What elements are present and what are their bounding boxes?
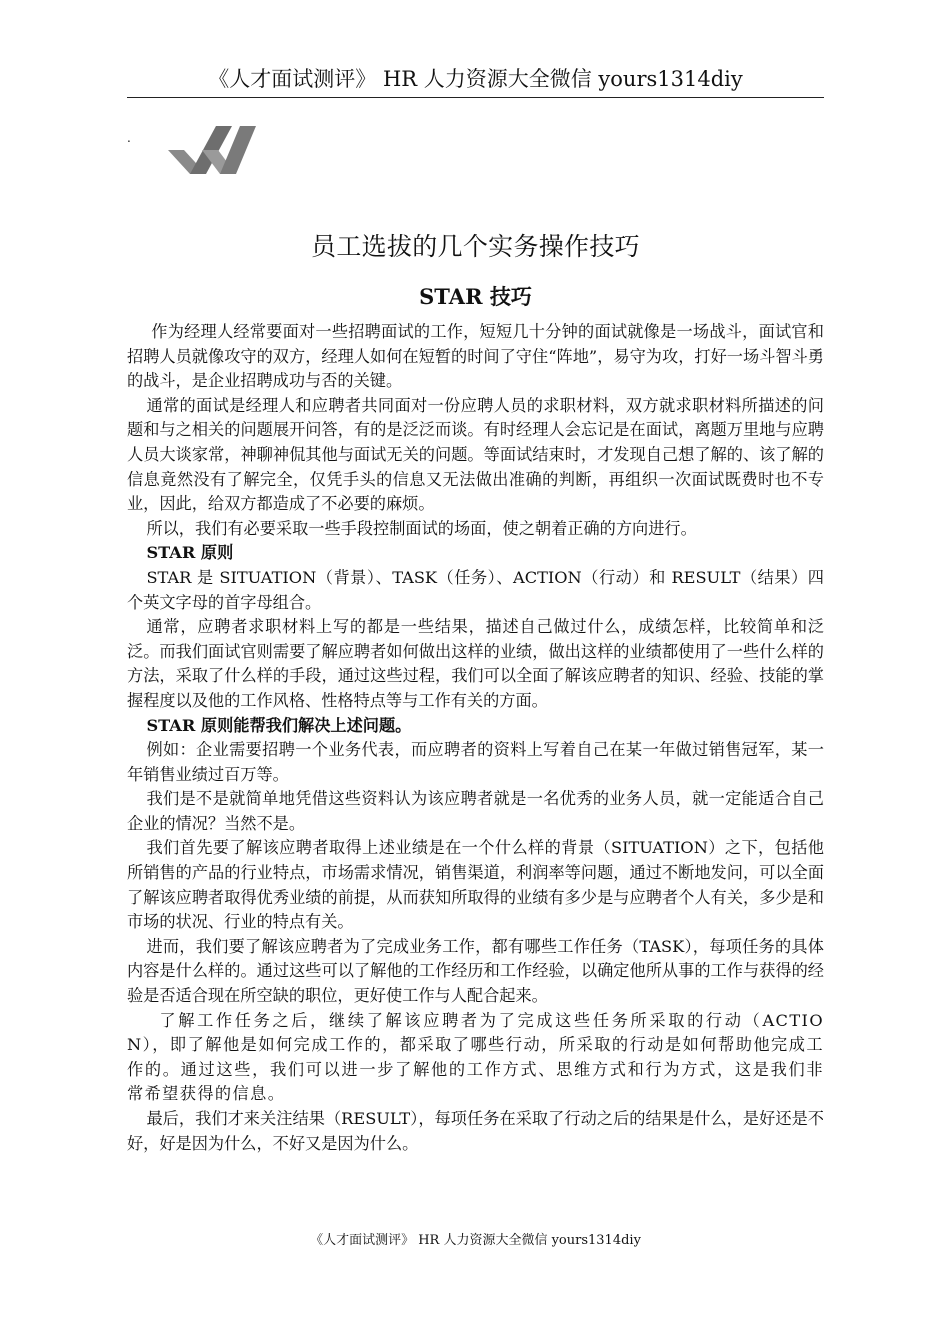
page-footer-text: 《人才面试测评》 HR 人力资源大全微信 yours1314diy: [310, 1233, 641, 1248]
section-heading-star-helps: STAR 原则能帮我们解决上述问题。: [146, 715, 412, 735]
paragraph-intro: 作为经理人经常要面对一些招聘面试的工作，短短几十分钟的面试就像是一场战斗，面试官和招聘人员就像攻守的双方，经理人如何在短暂的时间了守住“阵地”，易守为攻，打好一场斗智斗勇的战斗，是企业招聘成功与否的关键。: [127, 322, 824, 391]
header-divider: [127, 97, 824, 98]
section-heading-star-principle: STAR 原则: [146, 543, 234, 563]
paragraph-common-interview: 通常的面试是经理人和应聘者共同面对一份应聘人员的求职材料，双方就求职材料所描述的问题和与之相关的问题展开问答，有的是泛泛而谈。有时经理人会忘记是在面试，离题万里地与应聘人员大谈家常，神聊神侃其他与面试无关的问题。等面试结束时，才发现自己想了解的、该了解的信息竟然没有了解完全，仅凭手头的信息又无法做出准确的判断，再组织一次面试既费时也不专业，因此，给双方都造成了不必要的麻烦。: [127, 395, 824, 514]
document-body: [127, 320, 824, 1156]
document-subtitle: STAR 技巧: [419, 284, 532, 309]
paragraph-action: 了解工作任务之后，继续了解该应聘者为了完成这些任务所采取的行动（ACTION），即了解他是如何完成工作的，都采取了哪些行动，所采取的行动是如何帮助他完成工作的。通过这些，我们可以进一步了解他的工作方式、思维方式和行为方式，这是我们非常希望获得的信息。: [127, 1010, 824, 1104]
page-header-title: 《人才面试测评》 HR 人力资源大全微信 yours1314diy: [208, 67, 743, 91]
page-marker: .: [127, 131, 131, 145]
paragraph-question: 我们是不是就简单地凭借这些资料认为该应聘者就是一名优秀的业务人员，就一定能适合自己企业的情况？当然不是。: [127, 789, 824, 833]
paragraph-task: 进而，我们要了解该应聘者为了完成业务工作，都有哪些工作任务（TASK），每项任务的具体内容是什么样的。通过这些可以了解他的工作经历和工作经验，以确定他所从事的工作与获得的经验是否适合现在所空缺的职位，更好使工作与人配合起来。: [127, 936, 824, 1006]
document-title: 员工选拔的几个实务操作技巧: [311, 232, 640, 261]
paragraph-results: 通常，应聘者求职材料上写的都是一些结果，描述自己做过什么，成绩怎样，比较简单和泛泛。而我们面试官则需要了解应聘者如何做出这样的业绩，做出这样的业绩都使用了一些什么样的方法，采取了什么样的手段，通过这些过程，我们可以全面了解该应聘者的知识、经验、技能的掌握程度以及他的工作风格、性格特点等与工作有关的方面。: [127, 617, 824, 710]
logo-icon: [166, 122, 256, 178]
paragraph-star-definition: STAR 是 SITUATION（背景）、TASK（任务）、ACTION（行动）和 RESULT（结果）四个英文字母的首字母组合。: [127, 567, 824, 612]
paragraph-situation: 我们首先要了解该应聘者取得上述业绩是在一个什么样的背景（SITUATION）之下，包括他所销售的产品的行业特点，市场需求情况，销售渠道，利润率等问题，通过不断地发问，可以全面了解该应聘者取得优秀业绩的前提，从而获知所取得的业绩有多少是与应聘者个人有关，多少是和市场的状况、行业的特点有关。: [127, 838, 824, 932]
paragraph-control: 所以，我们有必要采取一些手段控制面试的场面，使之朝着正确的方向进行。: [146, 518, 697, 538]
paragraph-example: 例如：企业需要招聘一个业务代表，而应聘者的资料上写着自己在某一年做过销售冠军，某一年销售业绩过百万等。: [127, 740, 824, 784]
paragraph-result: 最后，我们才来关注结果（RESULT），每项任务在采取了行动之后的结果是什么，是好还是不好，好是因为什么，不好又是因为什么。: [127, 1109, 824, 1153]
